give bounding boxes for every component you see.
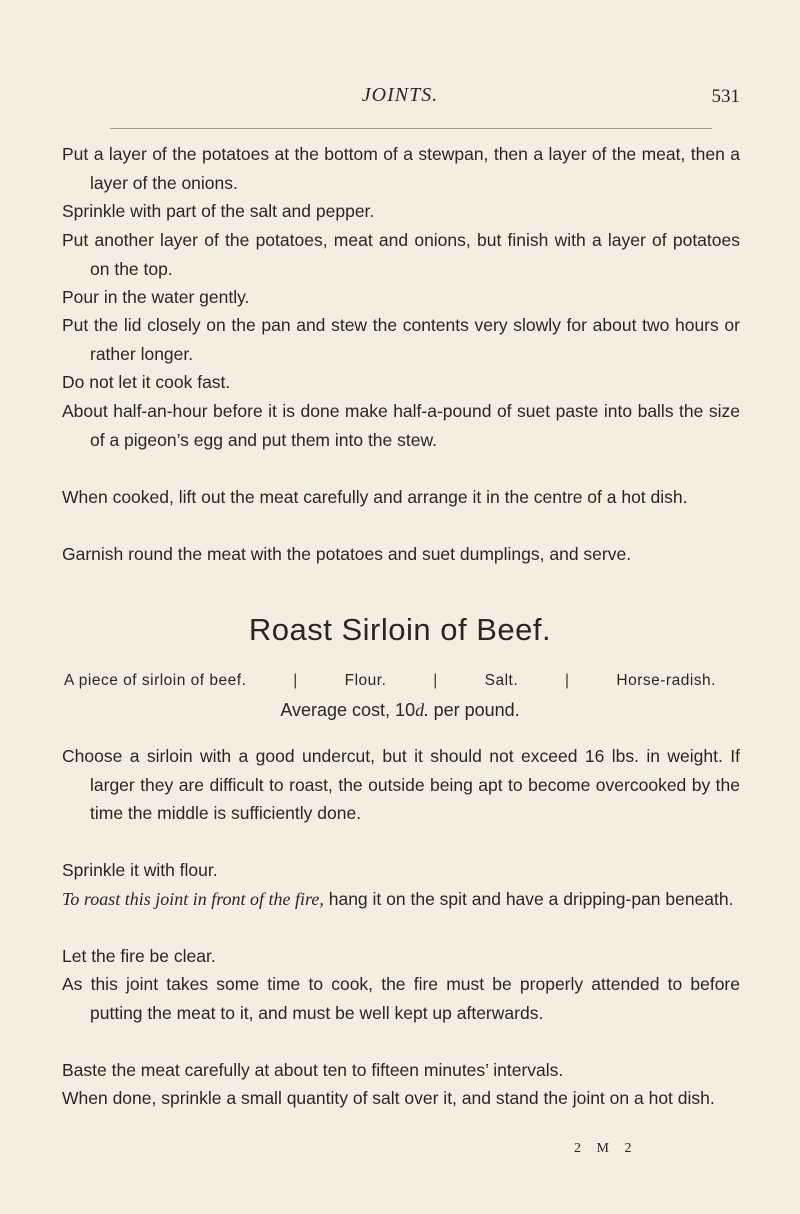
page-number: 531 bbox=[711, 86, 740, 107]
step-paragraph: As this joint takes some time to cook, the fire must be properly attended to before putting the meat to it, and must be well kept up afterwards. bbox=[62, 974, 740, 1023]
step-paragraph: Choose a sirloin with a good undercut, but it should not exceed 16 lbs. in weight. If larger they are difficult to roast, the outside being apt to become overcooked by the time the middle is sufficiently done. bbox=[62, 746, 740, 824]
instruction-text: hang it on the spit and have a dripping-pan beneath. bbox=[323, 889, 734, 909]
step-paragraph: Baste the meat carefully at about ten to fifteen minutes’ intervals. bbox=[62, 1060, 564, 1080]
step-paragraph: Pour in the water gently. bbox=[62, 287, 250, 307]
ingredient-separator: | bbox=[433, 672, 438, 689]
step-paragraph: Put another layer of the potatoes, meat and onions, but finish with a layer of potatoes on the top. bbox=[62, 230, 740, 279]
ingredient-separator: | bbox=[293, 672, 298, 689]
step-paragraph: Do not let it cook fast. bbox=[62, 372, 231, 392]
step-paragraph bbox=[62, 885, 740, 914]
italic-instruction: To roast this joint in front of the fire, bbox=[62, 889, 324, 909]
step-paragraph: Let the fire be clear. bbox=[62, 946, 216, 966]
average-cost bbox=[0, 700, 800, 721]
header-rule bbox=[110, 128, 712, 129]
step-paragraph: Put a layer of the potatoes at the bottom of a stewpan, then a layer of the meat, then a layer of the onions. bbox=[62, 144, 740, 193]
step-paragraph: Sprinkle it with flour. bbox=[62, 860, 218, 880]
cost-unit: d. bbox=[415, 700, 429, 720]
step-paragraph: When cooked, lift out the meat carefully and arrange it in the centre of a hot dish. bbox=[62, 487, 688, 507]
recipe-title: Roast Sirloin of Beef. bbox=[248, 612, 552, 647]
running-head bbox=[0, 84, 800, 110]
ingredient-item: Flour. bbox=[344, 672, 387, 689]
cost-suffix: per pound. bbox=[428, 700, 520, 720]
ingredient-list bbox=[64, 672, 716, 690]
step-paragraph: Put the lid closely on the pan and stew the contents very slowly for about two hours or rather longer. bbox=[62, 315, 740, 364]
running-title: JOINTS. bbox=[361, 84, 439, 106]
step-paragraph: Sprinkle with part of the salt and pepper. bbox=[62, 201, 375, 221]
cost-prefix: Average cost, 10 bbox=[280, 700, 416, 720]
ingredient-item: A piece of sirloin of beef. bbox=[64, 672, 247, 689]
signature-mark: 2 M 2 bbox=[574, 1141, 638, 1156]
step-paragraph: When done, sprinkle a small quantity of salt over it, and stand the joint on a hot dish. bbox=[62, 1088, 715, 1108]
ingredient-item: Salt. bbox=[484, 672, 519, 689]
step-paragraph: About half-an-hour before it is done make half-a-pound of suet paste into balls the size of a pigeon’s egg and put them into the stew. bbox=[62, 401, 740, 450]
ingredient-item: Horse-radish. bbox=[616, 672, 716, 689]
ingredient-separator: | bbox=[565, 672, 570, 689]
step-paragraph: Garnish round the meat with the potatoes and suet dumplings, and serve. bbox=[62, 544, 632, 564]
